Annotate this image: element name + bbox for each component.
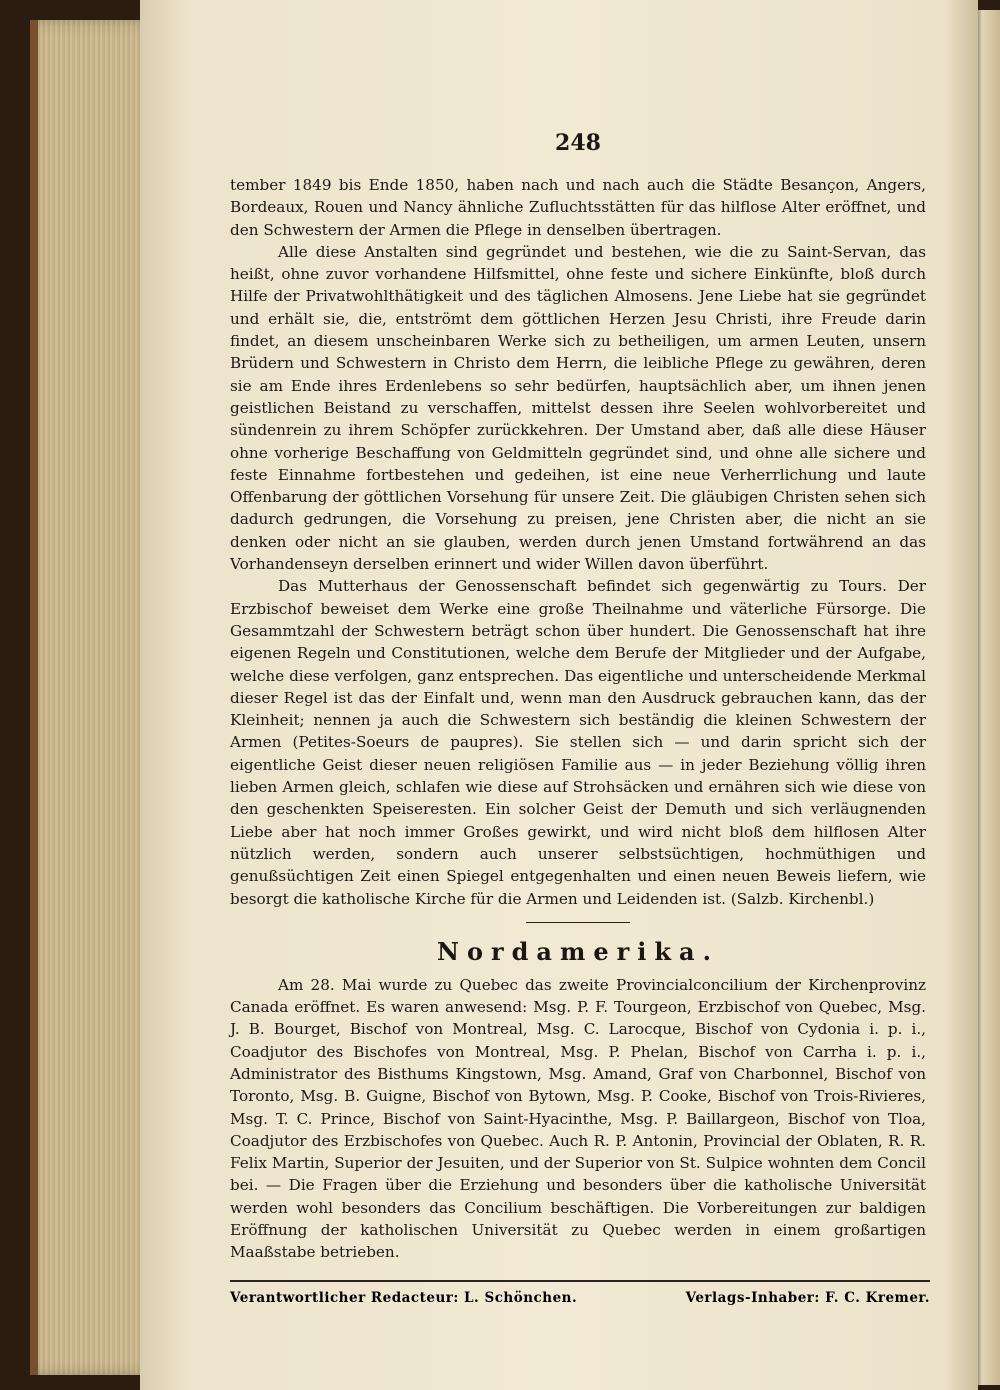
section-heading: Nordamerika. <box>437 936 719 966</box>
footer-editor: Verantwortlicher Redacteur: L. Schönchen. <box>230 1290 578 1306</box>
book-page <box>140 0 978 1390</box>
section-divider <box>526 922 630 923</box>
paragraph-institutions: Alle diese Anstalten sind gegründet und bestehen, wie die zu Saint-Servan, das heißt, ohne zuvor vorhandene Hilfsmittel, ohne feste und sichere Einkünfte, bloß durch Hilfe der Privatwohlthätigkeit und des täglichen Almosens. Jene Liebe hat sie gegründet und erhält sie, die, entströmt dem göttlichen Herzen Jesu Christi, ihre Freude darin findet, an diesem unscheinbaren Werke sich zu betheiligen, um armen Leuten, unsern Brüdern und Schwestern in Christo dem Herrn, die leibliche Pflege zu gewähren, deren sie am Ende ihres Erdenlebens so sehr bedürfen, hauptsächlich aber, um ihnen jenen geistlichen Beistand zu verschaffen, mittelst dessen ihre Seelen wohlvorbereitet und sündenrein zu ihrem Schöpfer zurückkehren. Der Umstand aber, daß alle diese Häuser ohne vorherige Beschaffung von Geldmitteln gegründet sind, und ohne alle sichere und feste Einnahme fortbestehen und gedeihen, ist eine neue Verherrlichung und laute Offenbarung der göttlichen Vorsehung für unsere Zeit. Die gläubigen Christen sehen sich dadurch gedrungen, die Vorsehung zu preisen, jene Christen aber, die nicht an sie denken oder nicht an sie glauben, werden durch jenen Umstand fortwährend an das Vorhandenseyn derselben erinnert und wider Willen davon überführt. <box>230 242 926 574</box>
footer-publisher: Verlags-Inhaber: F. C. Kremer. <box>685 1290 930 1306</box>
page-number: 248 <box>555 130 601 156</box>
page-content <box>230 130 926 1264</box>
paragraph-continuation: tember 1849 bis Ende 1850, haben nach und nach auch die Städte Besançon, Angers, Bordeaux, Rouen und Nancy ähnliche Zufluchtsstätten für das hilflose Alter eröffnet, und den Schwestern der Armen die Pflege in denselben übertragen. <box>230 176 926 239</box>
paragraph-motherhouse: Das Mutterhaus der Genossenschaft befindet sich gegenwärtig zu Tours. Der Erzbischof beweiset dem Werke eine große Theilnahme und väterliche Fürsorge. Die Gesammtzahl der Schwestern beträgt schon über hundert. Die Genossenschaft hat ihre eigenen Regeln und Constitutionen, welche dem Berufe der Mitglieder und der Aufgabe, welche diese verfolgen, ganz entsprechen. Das eigentliche und unterscheidende Merkmal dieser Regel ist das der Einfalt und, wenn man den Ausdruck gebrauchen kann, das der Kleinheit; nennen ja auch die Schwestern sich beständig die kleinen Schwestern der Armen (Petites-Soeurs de paupres). Sie stellen sich — und darin spricht sich der eigentliche Geist dieser neuen religiösen Familie aus — in jeder Beziehung völlig ihren lieben Armen gleich, schlafen wie diese auf Strohsäcken und ernähren sich wie diese von den geschenkten Speiseresten. Ein solcher Geist der Demuth und sich verläugnenden Liebe aber hat noch immer Großes gewirkt, und wird nicht bloß dem hilflosen Alter nützlich werden, sondern auch unserer selbstsüchtigen, hochmüthigen und genußsüchtigen Zeit einen Spiegel entgegenhalten und einen neuen Beweis liefern, wie besorgt die katholische Kirche für die Armen und Leidenden ist. (Salzb. Kirchenbl.) <box>230 577 926 908</box>
page-footer <box>230 1280 930 1306</box>
paragraph-council: Am 28. Mai wurde zu Quebec das zweite Provincialconcilium der Kirchenprovinz Canada eröffnet. Es waren anwesend: Msg. P. F. Tourgeon, Erzbischof von Quebec, Msg. J. B. Bourget, Bischof von Montreal, Msg. C. Larocque, Bischof von Cydonia i. p. i., Coadjutor des Bischofes von Montreal, Msg. P. Phelan, Bischof von Carrha i. p. i., Administrator des Bisthums Kingstown, Msg. Amand, Graf von Charbonnel, Bischof von Toronto, Msg. B. Guigne, Bischof von Bytown, Msg. P. Cooke, Bischof von Trois-Rivieres, Msg. T. C. Prince, Bischof von Saint-Hyacinthe, Msg. P. Baillargeon, Bischof von Tloa, Coadjutor des Erzbischofes von Quebec. Auch R. P. Antonin, Provincial der Oblaten, R. R. Felix Martin, Superior der Jesuiten, und der Superior von St. Sulpice wohnten dem Concil bei. — Die Fragen über die Erziehung und besonders über die katholische Universität werden wohl besonders das Concilium beschäftigen. Die Vorbereitungen zur baldigen Eröffnung der katholischen Universität zu Quebec werden in einem großartigen Maaßstabe betrieben. <box>230 975 926 1262</box>
